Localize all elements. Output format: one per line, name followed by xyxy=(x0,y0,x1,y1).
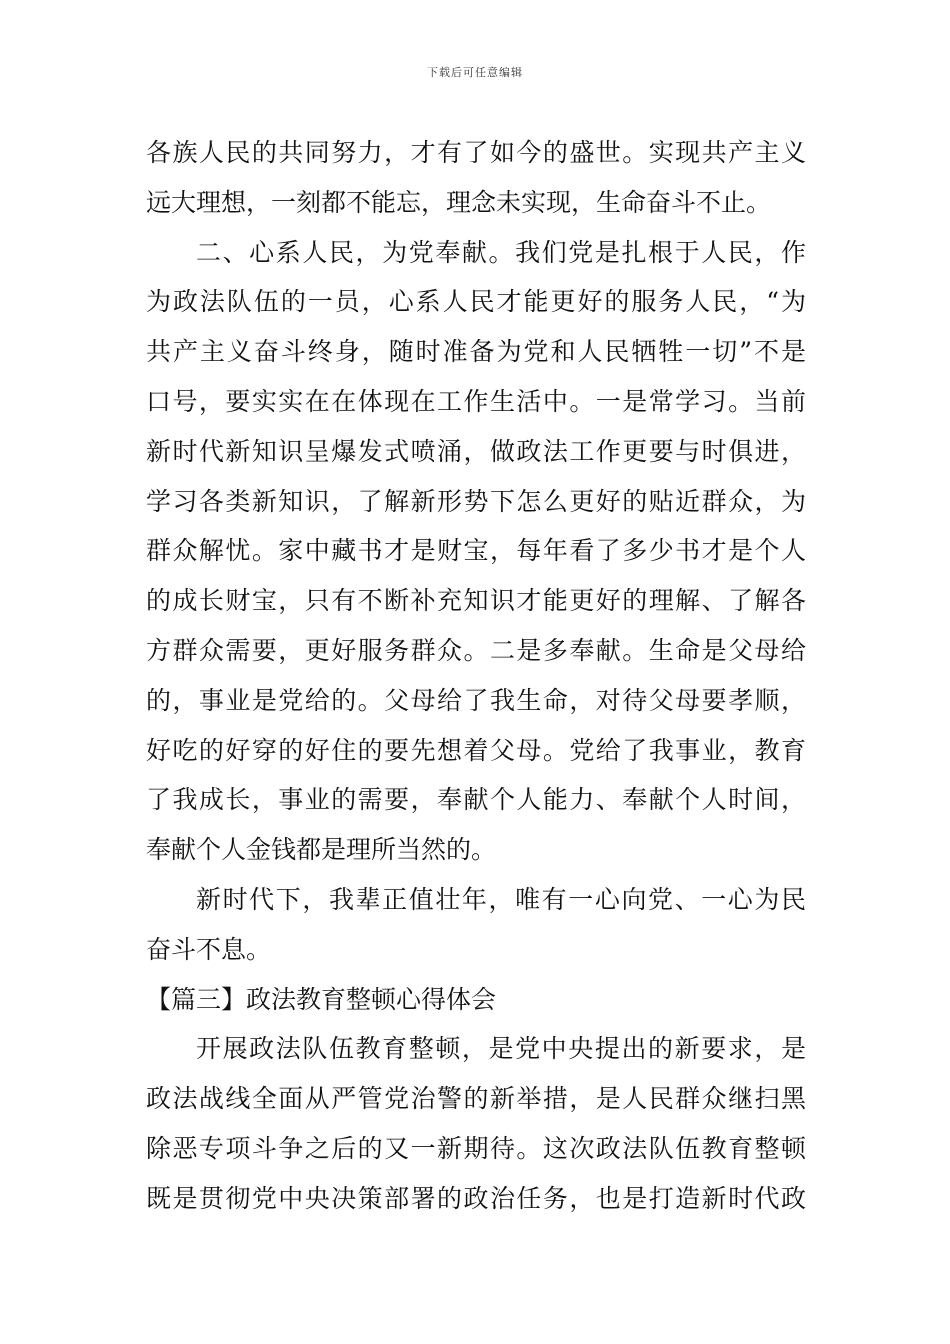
text-line: 除恶专项斗争之后的又一新期待。这次政法队伍教育整顿 xyxy=(146,1133,806,1163)
document-body xyxy=(146,128,806,1224)
text-line: 新时代新知识呈爆发式喷涌，做政法工作更要与时俱进， xyxy=(146,436,806,466)
text-line: 方群众需要，更好服务群众。二是多奉献。生命是父母给 xyxy=(146,635,806,665)
text-line: 的成长财宝，只有不断补充知识才能更好的理解、了解各 xyxy=(146,586,806,616)
text-line: 二、心系人民，为党奉献。我们党是扎根于人民，作 xyxy=(196,237,806,267)
text-line: 新时代下，我辈正值壮年，唯有一心向党、一心为民 xyxy=(196,884,806,914)
text-line: 政法战线全面从严管党治警的新举措，是人民群众继扫黑 xyxy=(146,1084,806,1114)
text-line: 奉献个人金钱都是理所当然的。 xyxy=(146,835,497,865)
text-line: 各族人民的共同努力，才有了如今的盛世。实现共产主义 xyxy=(146,138,806,167)
text-line: 的，事业是党给的。父母给了我生命，对待父母要孝顺， xyxy=(146,685,806,715)
text-line: 奋斗不息。 xyxy=(146,934,272,964)
text-line: 【篇三】政法教育整顿心得体会 xyxy=(146,984,497,1014)
text-line: 开展政法队伍教育整顿，是党中央提出的新要求，是 xyxy=(196,1034,806,1064)
text-line: 为政法队伍的一员，心系人民才能更好的服务人民，“为 xyxy=(146,287,806,317)
text-line: 共产主义奋斗终身，随时准备为党和人民牺牲一切”不是 xyxy=(146,337,806,367)
page-header: 下载后可任意编辑 xyxy=(427,66,523,79)
text-line: 远大理想，一刻都不能忘，理念未实现，生命奋斗不止。 xyxy=(146,187,772,217)
text-line: 了我成长，事业的需要，奉献个人能力、奉献个人时间， xyxy=(146,785,806,815)
text-line: 既是贯彻党中央决策部署的政治任务，也是打造新时代政 xyxy=(146,1183,806,1213)
text-line: 学习各类新知识，了解新形势下怎么更好的贴近群众，为 xyxy=(146,486,806,516)
text-line: 好吃的好穿的好住的要先想着父母。党给了我事业，教育 xyxy=(146,735,806,765)
text-line: 口号，要实实在在体现在工作生活中。一是常学习。当前 xyxy=(146,386,806,416)
text-line: 群众解忧。家中藏书才是财宝，每年看了多少书才是个人 xyxy=(146,536,806,566)
